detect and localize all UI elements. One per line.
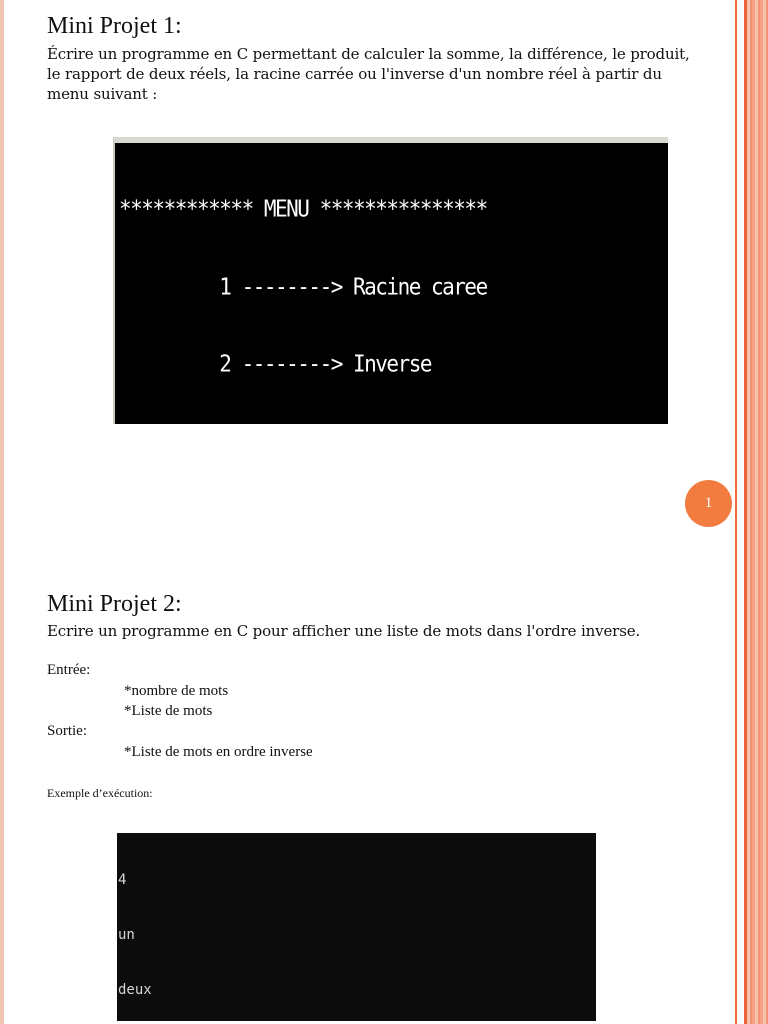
output-label: Sortie: [47, 723, 87, 739]
right-border-line [735, 0, 737, 1024]
console-line: ************ MENU *************** [119, 196, 487, 223]
project2-description: Ecrire un programme en C pour afficher une liste de mots dans l'ordre inverse. [47, 622, 641, 640]
console-line: 2 --------> Inverse [119, 350, 432, 377]
project2-console [117, 833, 596, 1021]
project1-console [113, 137, 668, 424]
project2-title: Mini Projet 2: [47, 591, 182, 617]
console-line: deux [118, 981, 152, 998]
example-label: Exemple d’exécution: [47, 786, 153, 800]
input-label: Entrée: [47, 662, 91, 678]
input-item: *Liste de mots [124, 703, 213, 719]
project1-title: Mini Projet 1: [47, 13, 182, 39]
console-line: un [118, 927, 135, 944]
page-number-badge: 1 [685, 480, 732, 527]
console-line: 1 --------> Racine caree [119, 273, 487, 300]
left-border-decoration [0, 0, 4, 1024]
console-line: 4 [118, 872, 127, 889]
input-item: *nombre de mots [124, 683, 229, 699]
project1-description: Écrire un programme en C permettant de calculer la somme, la différence, le produit, le rapport de deux réels, la racine carrée ou l'inverse d'un nombre réel à partir du menu suivant : [47, 45, 690, 103]
output-item: *Liste de mots en ordre inverse [124, 744, 313, 760]
right-border-band [744, 0, 768, 1024]
